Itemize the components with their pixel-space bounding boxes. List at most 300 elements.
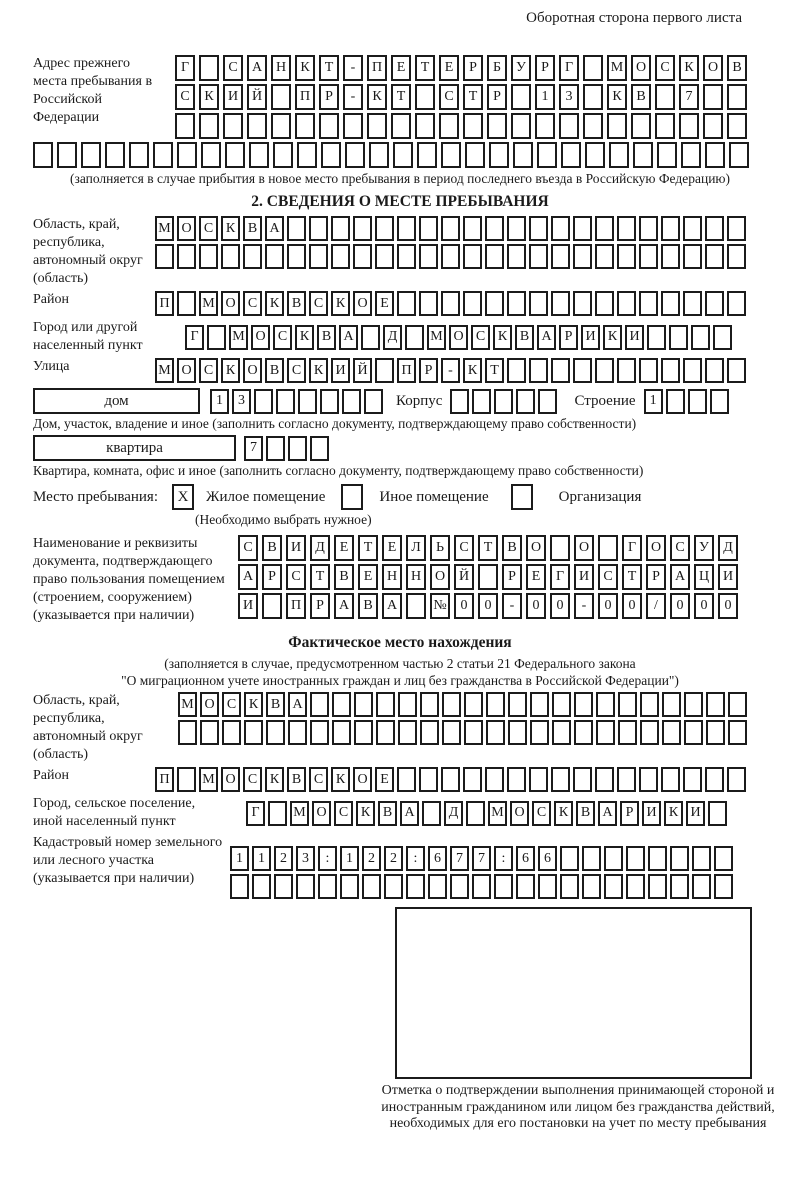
char-box[interactable]: [419, 291, 438, 316]
char-box[interactable]: М: [199, 767, 218, 792]
char-box[interactable]: -: [502, 593, 522, 619]
char-box[interactable]: К: [356, 801, 375, 826]
char-box[interactable]: К: [295, 55, 315, 81]
char-box[interactable]: [559, 113, 579, 139]
char-box[interactable]: [406, 593, 426, 619]
char-box[interactable]: [551, 358, 570, 383]
char-box[interactable]: [376, 720, 395, 745]
char-box[interactable]: [706, 720, 725, 745]
char-box[interactable]: К: [679, 55, 699, 81]
char-box[interactable]: [331, 244, 350, 269]
char-box[interactable]: [507, 216, 526, 241]
char-box[interactable]: [662, 720, 681, 745]
char-box[interactable]: [657, 142, 677, 168]
char-box[interactable]: [708, 801, 727, 826]
char-box[interactable]: Г: [559, 55, 579, 81]
char-box[interactable]: [538, 389, 557, 414]
char-box[interactable]: [33, 142, 53, 168]
char-box[interactable]: [529, 244, 548, 269]
char-box[interactable]: О: [631, 55, 651, 81]
char-box[interactable]: [254, 389, 273, 414]
char-box[interactable]: [310, 692, 329, 717]
char-box[interactable]: -: [343, 84, 363, 110]
char-box[interactable]: С: [655, 55, 675, 81]
char-box[interactable]: Т: [478, 535, 498, 561]
char-box[interactable]: Р: [646, 564, 666, 590]
char-box[interactable]: [343, 113, 363, 139]
char-box[interactable]: Р: [419, 358, 438, 383]
char-box[interactable]: [472, 389, 491, 414]
char-box[interactable]: Е: [334, 535, 354, 561]
char-box[interactable]: [439, 113, 459, 139]
char-box[interactable]: [178, 720, 197, 745]
char-box[interactable]: В: [576, 801, 595, 826]
char-box[interactable]: [489, 142, 509, 168]
char-box[interactable]: К: [463, 358, 482, 383]
char-box[interactable]: [463, 291, 482, 316]
char-box[interactable]: [441, 142, 461, 168]
char-box[interactable]: О: [221, 291, 240, 316]
char-box[interactable]: [727, 113, 747, 139]
char-box[interactable]: К: [554, 801, 573, 826]
char-box[interactable]: [463, 113, 483, 139]
char-box[interactable]: О: [251, 325, 270, 350]
char-box[interactable]: [647, 325, 666, 350]
char-box[interactable]: А: [288, 692, 307, 717]
char-box[interactable]: [450, 874, 469, 899]
char-box[interactable]: [706, 692, 725, 717]
char-box[interactable]: [441, 767, 460, 792]
char-box[interactable]: [441, 244, 460, 269]
char-box[interactable]: :: [494, 846, 513, 871]
char-box[interactable]: [415, 84, 435, 110]
char-box[interactable]: [604, 874, 623, 899]
char-box[interactable]: [703, 84, 723, 110]
char-box[interactable]: Т: [319, 55, 339, 81]
char-box[interactable]: [573, 358, 592, 383]
char-box[interactable]: 0: [478, 593, 498, 619]
char-box[interactable]: Т: [622, 564, 642, 590]
char-box[interactable]: [466, 801, 485, 826]
char-box[interactable]: [397, 291, 416, 316]
char-box[interactable]: [662, 692, 681, 717]
char-box[interactable]: А: [334, 593, 354, 619]
char-box[interactable]: [529, 358, 548, 383]
char-box[interactable]: [595, 291, 614, 316]
char-box[interactable]: Й: [247, 84, 267, 110]
char-box[interactable]: [375, 216, 394, 241]
char-box[interactable]: [583, 113, 603, 139]
char-box[interactable]: О: [221, 767, 240, 792]
char-box[interactable]: В: [334, 564, 354, 590]
char-box[interactable]: О: [646, 535, 666, 561]
char-box[interactable]: О: [353, 767, 372, 792]
char-box[interactable]: [464, 692, 483, 717]
char-box[interactable]: [727, 767, 746, 792]
char-box[interactable]: [420, 692, 439, 717]
char-box[interactable]: Т: [310, 564, 330, 590]
char-box[interactable]: [560, 846, 579, 871]
char-box[interactable]: У: [511, 55, 531, 81]
char-box[interactable]: [626, 846, 645, 871]
char-box[interactable]: Е: [358, 564, 378, 590]
char-box[interactable]: [604, 846, 623, 871]
char-box[interactable]: [222, 720, 241, 745]
char-box[interactable]: 0: [526, 593, 546, 619]
char-box[interactable]: [361, 325, 380, 350]
char-box[interactable]: Е: [375, 767, 394, 792]
char-box[interactable]: [266, 720, 285, 745]
char-box[interactable]: О: [574, 535, 594, 561]
char-box[interactable]: А: [537, 325, 556, 350]
char-box[interactable]: 7: [244, 436, 263, 461]
char-box[interactable]: [225, 142, 245, 168]
char-box[interactable]: М: [178, 692, 197, 717]
house-type-box[interactable]: дом: [33, 388, 200, 414]
char-box[interactable]: [268, 801, 287, 826]
char-box[interactable]: 2: [384, 846, 403, 871]
char-box[interactable]: [309, 244, 328, 269]
char-box[interactable]: 7: [472, 846, 491, 871]
char-box[interactable]: [428, 874, 447, 899]
char-box[interactable]: Р: [620, 801, 639, 826]
char-box[interactable]: Ь: [430, 535, 450, 561]
char-box[interactable]: 2: [274, 846, 293, 871]
char-box[interactable]: С: [223, 55, 243, 81]
char-box[interactable]: [472, 874, 491, 899]
char-box[interactable]: Е: [526, 564, 546, 590]
char-box[interactable]: Р: [559, 325, 578, 350]
char-box[interactable]: К: [265, 291, 284, 316]
char-box[interactable]: Т: [391, 84, 411, 110]
char-box[interactable]: [727, 216, 746, 241]
char-box[interactable]: [511, 113, 531, 139]
char-box[interactable]: [342, 389, 361, 414]
char-box[interactable]: [271, 113, 291, 139]
char-box[interactable]: К: [244, 692, 263, 717]
char-box[interactable]: О: [449, 325, 468, 350]
char-box[interactable]: А: [339, 325, 358, 350]
char-box[interactable]: [465, 142, 485, 168]
char-box[interactable]: [297, 142, 317, 168]
char-box[interactable]: [244, 720, 263, 745]
char-box[interactable]: [332, 692, 351, 717]
char-box[interactable]: С: [309, 767, 328, 792]
char-box[interactable]: [560, 874, 579, 899]
char-box[interactable]: :: [318, 846, 337, 871]
char-box[interactable]: О: [312, 801, 331, 826]
char-box[interactable]: [364, 389, 383, 414]
char-box[interactable]: [369, 142, 389, 168]
char-box[interactable]: И: [286, 535, 306, 561]
char-box[interactable]: [310, 436, 329, 461]
char-box[interactable]: Н: [271, 55, 291, 81]
char-box[interactable]: 1: [644, 389, 663, 414]
char-box[interactable]: И: [686, 801, 705, 826]
char-box[interactable]: [617, 358, 636, 383]
char-box[interactable]: [535, 113, 555, 139]
char-box[interactable]: [582, 846, 601, 871]
char-box[interactable]: [692, 846, 711, 871]
char-box[interactable]: 1: [252, 846, 271, 871]
char-box[interactable]: [691, 325, 710, 350]
char-box[interactable]: 6: [516, 846, 535, 871]
char-box[interactable]: [648, 846, 667, 871]
char-box[interactable]: Р: [463, 55, 483, 81]
char-box[interactable]: [530, 720, 549, 745]
char-box[interactable]: Д: [444, 801, 463, 826]
char-box[interactable]: [321, 142, 341, 168]
char-box[interactable]: Т: [463, 84, 483, 110]
char-box[interactable]: [397, 767, 416, 792]
char-box[interactable]: О: [526, 535, 546, 561]
char-box[interactable]: -: [343, 55, 363, 81]
char-box[interactable]: 0: [550, 593, 570, 619]
char-box[interactable]: [705, 358, 724, 383]
char-box[interactable]: С: [199, 358, 218, 383]
char-box[interactable]: [511, 84, 531, 110]
char-box[interactable]: [573, 216, 592, 241]
char-box[interactable]: С: [175, 84, 195, 110]
char-box[interactable]: №: [430, 593, 450, 619]
char-box[interactable]: И: [642, 801, 661, 826]
char-box[interactable]: [507, 358, 526, 383]
char-box[interactable]: О: [177, 358, 196, 383]
char-box[interactable]: [353, 216, 372, 241]
char-box[interactable]: [362, 874, 381, 899]
char-box[interactable]: [397, 216, 416, 241]
char-box[interactable]: [513, 142, 533, 168]
char-box[interactable]: [574, 720, 593, 745]
char-box[interactable]: [727, 244, 746, 269]
char-box[interactable]: Е: [382, 535, 402, 561]
char-box[interactable]: С: [243, 291, 262, 316]
char-box[interactable]: [81, 142, 101, 168]
char-box[interactable]: Р: [487, 84, 507, 110]
char-box[interactable]: [573, 244, 592, 269]
char-box[interactable]: [422, 801, 441, 826]
char-box[interactable]: М: [199, 291, 218, 316]
char-box[interactable]: [508, 692, 527, 717]
char-box[interactable]: [710, 389, 729, 414]
char-box[interactable]: [319, 113, 339, 139]
char-box[interactable]: [393, 142, 413, 168]
char-box[interactable]: [507, 291, 526, 316]
char-box[interactable]: И: [574, 564, 594, 590]
char-box[interactable]: В: [287, 767, 306, 792]
char-box[interactable]: Г: [550, 564, 570, 590]
char-box[interactable]: [537, 142, 557, 168]
char-box[interactable]: [398, 720, 417, 745]
char-box[interactable]: А: [400, 801, 419, 826]
char-box[interactable]: [639, 291, 658, 316]
char-box[interactable]: [561, 142, 581, 168]
char-box[interactable]: [595, 244, 614, 269]
char-box[interactable]: Р: [310, 593, 330, 619]
char-box[interactable]: [252, 874, 271, 899]
char-box[interactable]: С: [334, 801, 353, 826]
char-box[interactable]: [583, 55, 603, 81]
char-box[interactable]: [298, 389, 317, 414]
char-box[interactable]: [450, 389, 469, 414]
char-box[interactable]: [486, 692, 505, 717]
char-box[interactable]: С: [238, 535, 258, 561]
char-box[interactable]: Д: [383, 325, 402, 350]
char-box[interactable]: М: [290, 801, 309, 826]
char-box[interactable]: Т: [358, 535, 378, 561]
char-box[interactable]: [288, 720, 307, 745]
char-box[interactable]: [661, 358, 680, 383]
char-box[interactable]: [405, 325, 424, 350]
char-box[interactable]: [670, 874, 689, 899]
char-box[interactable]: В: [358, 593, 378, 619]
char-box[interactable]: [398, 692, 417, 717]
char-box[interactable]: [199, 244, 218, 269]
char-box[interactable]: А: [598, 801, 617, 826]
char-box[interactable]: [705, 216, 724, 241]
char-box[interactable]: [551, 767, 570, 792]
char-box[interactable]: [661, 291, 680, 316]
char-box[interactable]: [247, 113, 267, 139]
char-box[interactable]: К: [199, 84, 219, 110]
char-box[interactable]: 7: [450, 846, 469, 871]
char-box[interactable]: 0: [454, 593, 474, 619]
char-box[interactable]: К: [331, 291, 350, 316]
char-box[interactable]: [249, 142, 269, 168]
char-box[interactable]: [288, 436, 307, 461]
char-box[interactable]: Р: [262, 564, 282, 590]
char-box[interactable]: [153, 142, 173, 168]
char-box[interactable]: [661, 767, 680, 792]
char-box[interactable]: [271, 84, 291, 110]
char-box[interactable]: Б: [487, 55, 507, 81]
char-box[interactable]: И: [718, 564, 738, 590]
char-box[interactable]: [683, 291, 702, 316]
char-box[interactable]: В: [262, 535, 282, 561]
char-box[interactable]: К: [493, 325, 512, 350]
char-box[interactable]: [486, 720, 505, 745]
char-box[interactable]: -: [441, 358, 460, 383]
char-box[interactable]: [318, 874, 337, 899]
char-box[interactable]: Т: [415, 55, 435, 81]
char-box[interactable]: 3: [559, 84, 579, 110]
char-box[interactable]: [705, 142, 725, 168]
char-box[interactable]: [262, 593, 282, 619]
char-box[interactable]: С: [471, 325, 490, 350]
char-box[interactable]: [397, 244, 416, 269]
char-box[interactable]: [177, 767, 196, 792]
char-box[interactable]: [419, 244, 438, 269]
char-box[interactable]: [223, 113, 243, 139]
char-box[interactable]: [507, 244, 526, 269]
char-box[interactable]: И: [581, 325, 600, 350]
char-box[interactable]: [310, 720, 329, 745]
char-box[interactable]: [57, 142, 77, 168]
char-box[interactable]: Д: [718, 535, 738, 561]
char-box[interactable]: [617, 291, 636, 316]
char-box[interactable]: [441, 291, 460, 316]
char-box[interactable]: О: [703, 55, 723, 81]
char-box[interactable]: [683, 767, 702, 792]
char-box[interactable]: [353, 244, 372, 269]
char-box[interactable]: В: [515, 325, 534, 350]
char-box[interactable]: [648, 874, 667, 899]
char-box[interactable]: [265, 244, 284, 269]
char-box[interactable]: [345, 142, 365, 168]
char-box[interactable]: Г: [175, 55, 195, 81]
char-box[interactable]: [376, 692, 395, 717]
char-box[interactable]: М: [427, 325, 446, 350]
char-box[interactable]: [582, 874, 601, 899]
char-box[interactable]: [331, 216, 350, 241]
char-box[interactable]: К: [309, 358, 328, 383]
char-box[interactable]: [296, 874, 315, 899]
char-box[interactable]: И: [331, 358, 350, 383]
char-box[interactable]: [419, 767, 438, 792]
char-box[interactable]: В: [502, 535, 522, 561]
char-box[interactable]: 6: [538, 846, 557, 871]
char-box[interactable]: [552, 692, 571, 717]
char-box[interactable]: 3: [232, 389, 251, 414]
char-box[interactable]: 1: [535, 84, 555, 110]
char-box[interactable]: [618, 692, 637, 717]
char-box[interactable]: [684, 692, 703, 717]
char-box[interactable]: [419, 216, 438, 241]
char-box[interactable]: [354, 720, 373, 745]
char-box[interactable]: 1: [340, 846, 359, 871]
char-box[interactable]: [494, 389, 513, 414]
char-box[interactable]: 3: [296, 846, 315, 871]
char-box[interactable]: [727, 291, 746, 316]
char-box[interactable]: Г: [622, 535, 642, 561]
char-box[interactable]: [384, 874, 403, 899]
char-box[interactable]: [618, 720, 637, 745]
char-box[interactable]: В: [378, 801, 397, 826]
char-box[interactable]: [485, 767, 504, 792]
char-box[interactable]: С: [273, 325, 292, 350]
char-box[interactable]: В: [266, 692, 285, 717]
char-box[interactable]: [442, 692, 461, 717]
char-box[interactable]: [617, 244, 636, 269]
char-box[interactable]: П: [295, 84, 315, 110]
char-box[interactable]: [529, 767, 548, 792]
char-box[interactable]: Й: [454, 564, 474, 590]
char-box[interactable]: А: [247, 55, 267, 81]
char-box[interactable]: М: [155, 358, 174, 383]
char-box[interactable]: С: [309, 291, 328, 316]
char-box[interactable]: К: [603, 325, 622, 350]
char-box[interactable]: [516, 874, 535, 899]
char-box[interactable]: [199, 55, 219, 81]
char-box[interactable]: [684, 720, 703, 745]
char-box[interactable]: К: [607, 84, 627, 110]
char-box[interactable]: [595, 216, 614, 241]
char-box[interactable]: И: [223, 84, 243, 110]
char-box[interactable]: А: [382, 593, 402, 619]
char-box[interactable]: С: [598, 564, 618, 590]
char-box[interactable]: [441, 216, 460, 241]
char-box[interactable]: [631, 113, 651, 139]
char-box[interactable]: 2: [362, 846, 381, 871]
char-box[interactable]: [309, 216, 328, 241]
char-box[interactable]: [655, 113, 675, 139]
char-box[interactable]: Р: [535, 55, 555, 81]
char-box[interactable]: -: [574, 593, 594, 619]
char-box[interactable]: Е: [391, 55, 411, 81]
char-box[interactable]: Т: [485, 358, 504, 383]
char-box[interactable]: [354, 692, 373, 717]
char-box[interactable]: С: [243, 767, 262, 792]
